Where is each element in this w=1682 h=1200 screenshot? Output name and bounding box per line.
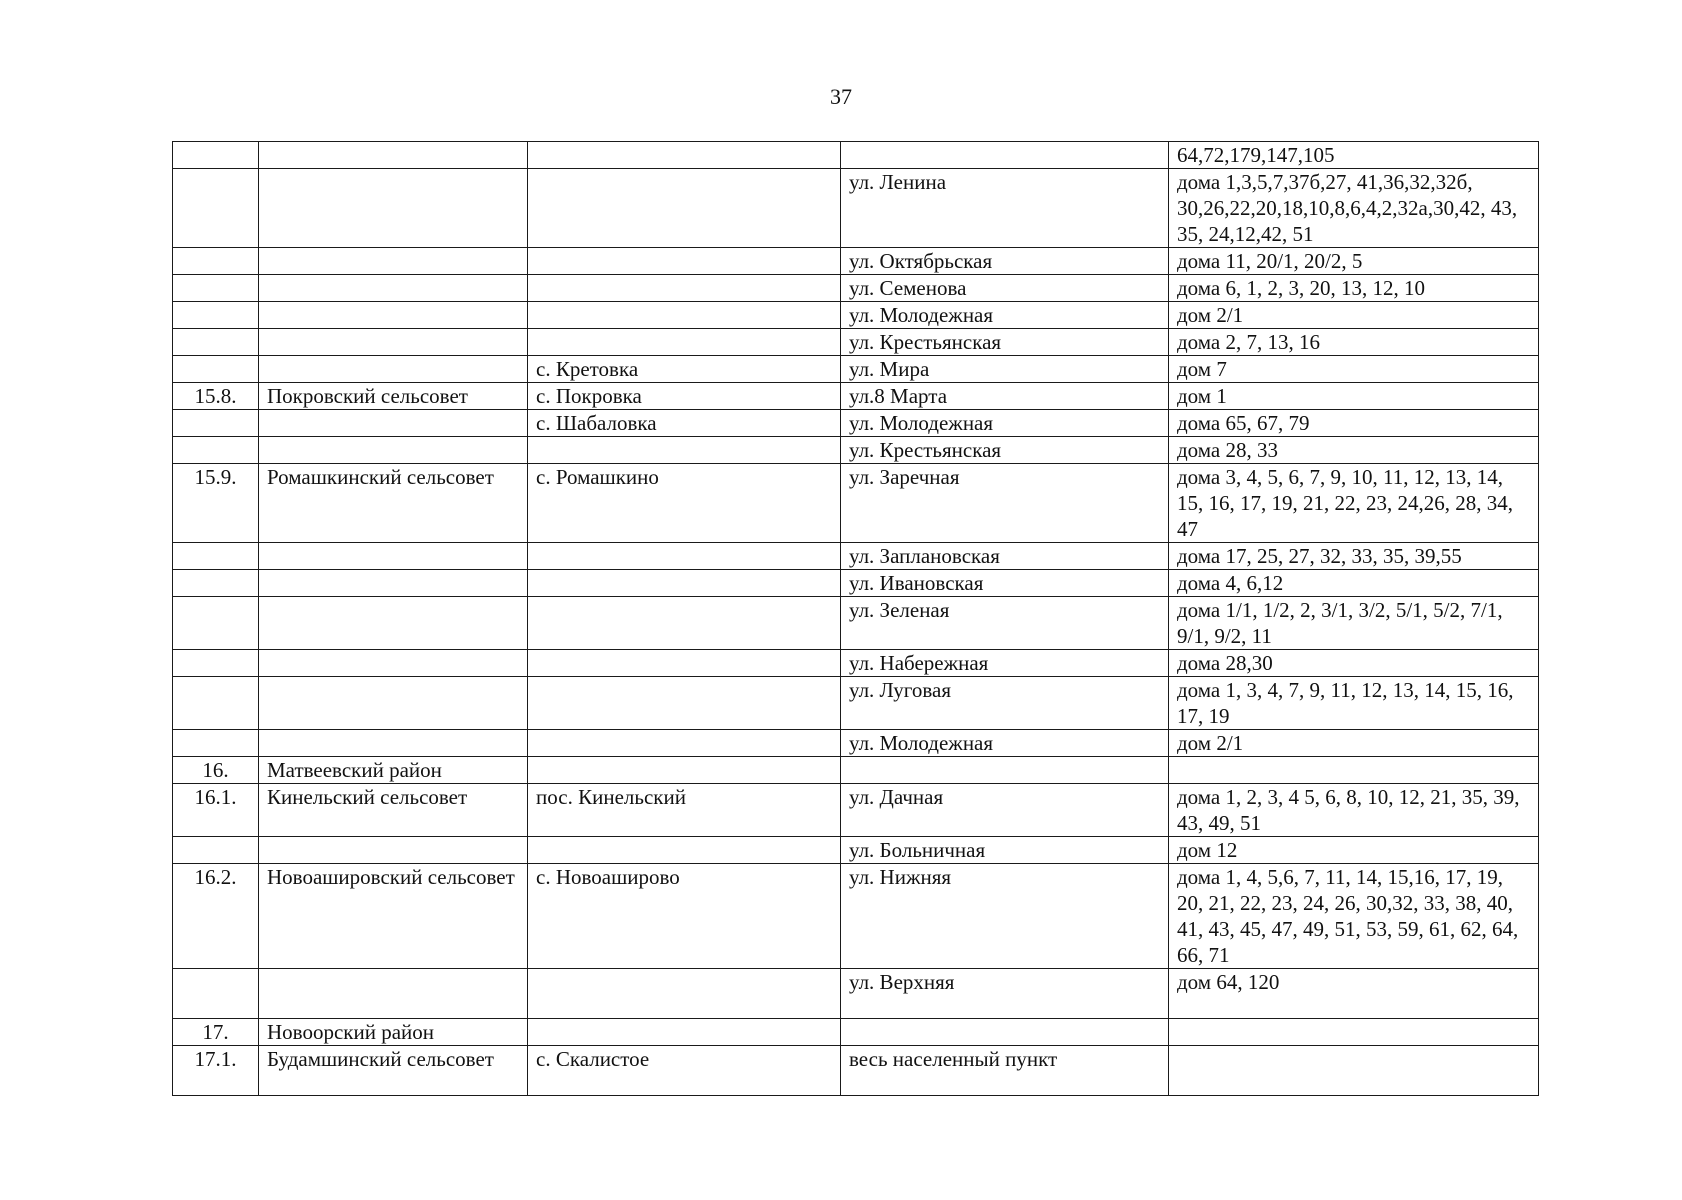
street-cell: ул. Октябрьская — [841, 248, 1169, 275]
street-cell: ул. Зеленая — [841, 597, 1169, 650]
settlement-cell: с. Покровка — [528, 383, 841, 410]
council-cell — [259, 543, 528, 570]
table-row — [173, 677, 1539, 730]
settlement-cell — [528, 329, 841, 356]
table-row — [173, 302, 1539, 329]
council-cell: Новоорский район — [259, 1019, 528, 1046]
table-row — [173, 650, 1539, 677]
council-cell — [259, 570, 528, 597]
settlement-cell: пос. Кинельский — [528, 784, 841, 837]
houses-cell: дом 7 — [1169, 356, 1539, 383]
houses-cell: дома 6, 1, 2, 3, 20, 13, 12, 10 — [1169, 275, 1539, 302]
houses-cell: дом 2/1 — [1169, 730, 1539, 757]
settlement-cell — [528, 677, 841, 730]
council-cell — [259, 650, 528, 677]
table-row — [173, 437, 1539, 464]
settlement-cell — [528, 757, 841, 784]
table-row — [173, 356, 1539, 383]
row-number-cell: 16.1. — [173, 784, 259, 837]
street-cell: ул. Крестьянская — [841, 437, 1169, 464]
settlement-cell: с. Скалистое — [528, 1046, 841, 1096]
council-cell — [259, 677, 528, 730]
row-number-cell — [173, 356, 259, 383]
page-number: 37 — [830, 84, 852, 109]
row-number-cell: 17. — [173, 1019, 259, 1046]
table-row — [173, 784, 1539, 837]
houses-cell: дом 64, 120 — [1169, 969, 1539, 1019]
street-cell: ул. Верхняя — [841, 969, 1169, 1019]
settlement-cell: с. Кретовка — [528, 356, 841, 383]
street-cell: ул. Мира — [841, 356, 1169, 383]
street-cell: ул. Молодежная — [841, 302, 1169, 329]
street-cell: ул.8 Марта — [841, 383, 1169, 410]
street-cell: ул. Луговая — [841, 677, 1169, 730]
houses-cell: дома 17, 25, 27, 32, 33, 35, 39,55 — [1169, 543, 1539, 570]
council-cell — [259, 969, 528, 1019]
street-cell: ул. Заречная — [841, 464, 1169, 543]
council-cell — [259, 597, 528, 650]
houses-cell: 64,72,179,147,105 — [1169, 142, 1539, 169]
street-cell — [841, 757, 1169, 784]
street-cell: ул. Больничная — [841, 837, 1169, 864]
street-cell — [841, 142, 1169, 169]
street-cell: ул. Набережная — [841, 650, 1169, 677]
row-number-cell: 15.9. — [173, 464, 259, 543]
row-number-cell: 15.8. — [173, 383, 259, 410]
row-number-cell — [173, 248, 259, 275]
table-row — [173, 329, 1539, 356]
houses-cell: дома 28,30 — [1169, 650, 1539, 677]
council-cell: Будамшинский сельсовет — [259, 1046, 528, 1096]
row-number-cell — [173, 169, 259, 248]
street-cell: ул. Крестьянская — [841, 329, 1169, 356]
table-row — [173, 570, 1539, 597]
table-row — [173, 864, 1539, 969]
houses-cell: дома 1, 2, 3, 4 5, 6, 8, 10, 12, 21, 35, 39, 43, 49, 51 — [1169, 784, 1539, 837]
council-cell: Новоашировский сельсовет — [259, 864, 528, 969]
houses-cell — [1169, 757, 1539, 784]
row-number-cell — [173, 142, 259, 169]
settlement-cell — [528, 169, 841, 248]
settlement-cell — [528, 248, 841, 275]
settlement-cell — [528, 1019, 841, 1046]
settlement-cell: с. Ромашкино — [528, 464, 841, 543]
houses-cell: дома 1, 3, 4, 7, 9, 11, 12, 13, 14, 15, 16, 17, 19 — [1169, 677, 1539, 730]
row-number-cell: 16.2. — [173, 864, 259, 969]
council-cell — [259, 275, 528, 302]
table-row — [173, 169, 1539, 248]
street-cell: ул. Заплановская — [841, 543, 1169, 570]
row-number-cell — [173, 329, 259, 356]
street-cell: ул. Ивановская — [841, 570, 1169, 597]
settlement-cell — [528, 837, 841, 864]
table-row — [173, 969, 1539, 1019]
council-cell — [259, 248, 528, 275]
table-row — [173, 248, 1539, 275]
council-cell — [259, 329, 528, 356]
settlement-cell — [528, 437, 841, 464]
row-number-cell — [173, 275, 259, 302]
houses-cell: дома 2, 7, 13, 16 — [1169, 329, 1539, 356]
houses-cell: дома 1/1, 1/2, 2, 3/1, 3/2, 5/1, 5/2, 7/1, 9/1, 9/2, 11 — [1169, 597, 1539, 650]
table-row — [173, 543, 1539, 570]
settlement-cell — [528, 650, 841, 677]
houses-cell: дома 1,3,5,7,37б,27, 41,36,32,32б, 30,26,22,20,18,10,8,6,4,2,32а,30,42, 43, 35, 24,12,42, 51 — [1169, 169, 1539, 248]
table-row — [173, 383, 1539, 410]
row-number-cell — [173, 302, 259, 329]
council-cell — [259, 356, 528, 383]
council-cell: Ромашкинский сельсовет — [259, 464, 528, 543]
settlement-cell — [528, 142, 841, 169]
settlement-cell — [528, 730, 841, 757]
table-row — [173, 410, 1539, 437]
houses-cell: дома 65, 67, 79 — [1169, 410, 1539, 437]
table-row — [173, 757, 1539, 784]
settlement-cell — [528, 302, 841, 329]
houses-cell: дом 2/1 — [1169, 302, 1539, 329]
council-cell: Матвеевский район — [259, 757, 528, 784]
row-number-cell — [173, 650, 259, 677]
council-cell — [259, 410, 528, 437]
row-number-cell: 16. — [173, 757, 259, 784]
houses-cell — [1169, 1046, 1539, 1096]
table-row — [173, 1019, 1539, 1046]
settlement-cell — [528, 597, 841, 650]
street-cell: ул. Ленина — [841, 169, 1169, 248]
street-cell: ул. Дачная — [841, 784, 1169, 837]
settlement-cell — [528, 969, 841, 1019]
council-cell — [259, 169, 528, 248]
houses-cell: дома 4, 6,12 — [1169, 570, 1539, 597]
row-number-cell — [173, 570, 259, 597]
houses-cell: дома 1, 4, 5,6, 7, 11, 14, 15,16, 17, 19, 20, 21, 22, 23, 24, 26, 30,32, 33, 38, 40, 41, 43, 45, 47, 49, 51, 53, 59, 61, 62, 64, 66, 71 — [1169, 864, 1539, 969]
document-table — [172, 141, 1539, 1096]
table-row — [173, 597, 1539, 650]
table-row — [173, 142, 1539, 169]
council-cell: Кинельский сельсовет — [259, 784, 528, 837]
table-body — [173, 142, 1539, 1096]
street-cell: ул. Молодежная — [841, 730, 1169, 757]
table-row — [173, 730, 1539, 757]
table-row — [173, 275, 1539, 302]
settlement-cell — [528, 543, 841, 570]
street-cell — [841, 1019, 1169, 1046]
street-cell: ул. Семенова — [841, 275, 1169, 302]
street-cell: весь населенный пункт — [841, 1046, 1169, 1096]
houses-cell: дома 28, 33 — [1169, 437, 1539, 464]
table-row — [173, 837, 1539, 864]
settlement-cell: с. Новоаширово — [528, 864, 841, 969]
row-number-cell: 17.1. — [173, 1046, 259, 1096]
settlement-cell — [528, 570, 841, 597]
houses-cell: дом 1 — [1169, 383, 1539, 410]
council-cell — [259, 302, 528, 329]
street-cell: ул. Нижняя — [841, 864, 1169, 969]
row-number-cell — [173, 730, 259, 757]
houses-cell: дома 3, 4, 5, 6, 7, 9, 10, 11, 12, 13, 14, 15, 16, 17, 19, 21, 22, 23, 24,26, 28, 34, 47 — [1169, 464, 1539, 543]
row-number-cell — [173, 677, 259, 730]
houses-cell: дома 11, 20/1, 20/2, 5 — [1169, 248, 1539, 275]
table-row — [173, 464, 1539, 543]
council-cell — [259, 142, 528, 169]
row-number-cell — [173, 837, 259, 864]
council-cell: Покровский сельсовет — [259, 383, 528, 410]
council-cell — [259, 730, 528, 757]
row-number-cell — [173, 437, 259, 464]
council-cell — [259, 437, 528, 464]
table-row — [173, 1046, 1539, 1096]
row-number-cell — [173, 597, 259, 650]
council-cell — [259, 837, 528, 864]
row-number-cell — [173, 410, 259, 437]
settlement-cell — [528, 275, 841, 302]
houses-cell — [1169, 1019, 1539, 1046]
row-number-cell — [173, 969, 259, 1019]
settlement-cell: с. Шабаловка — [528, 410, 841, 437]
row-number-cell — [173, 543, 259, 570]
street-cell: ул. Молодежная — [841, 410, 1169, 437]
houses-cell: дом 12 — [1169, 837, 1539, 864]
